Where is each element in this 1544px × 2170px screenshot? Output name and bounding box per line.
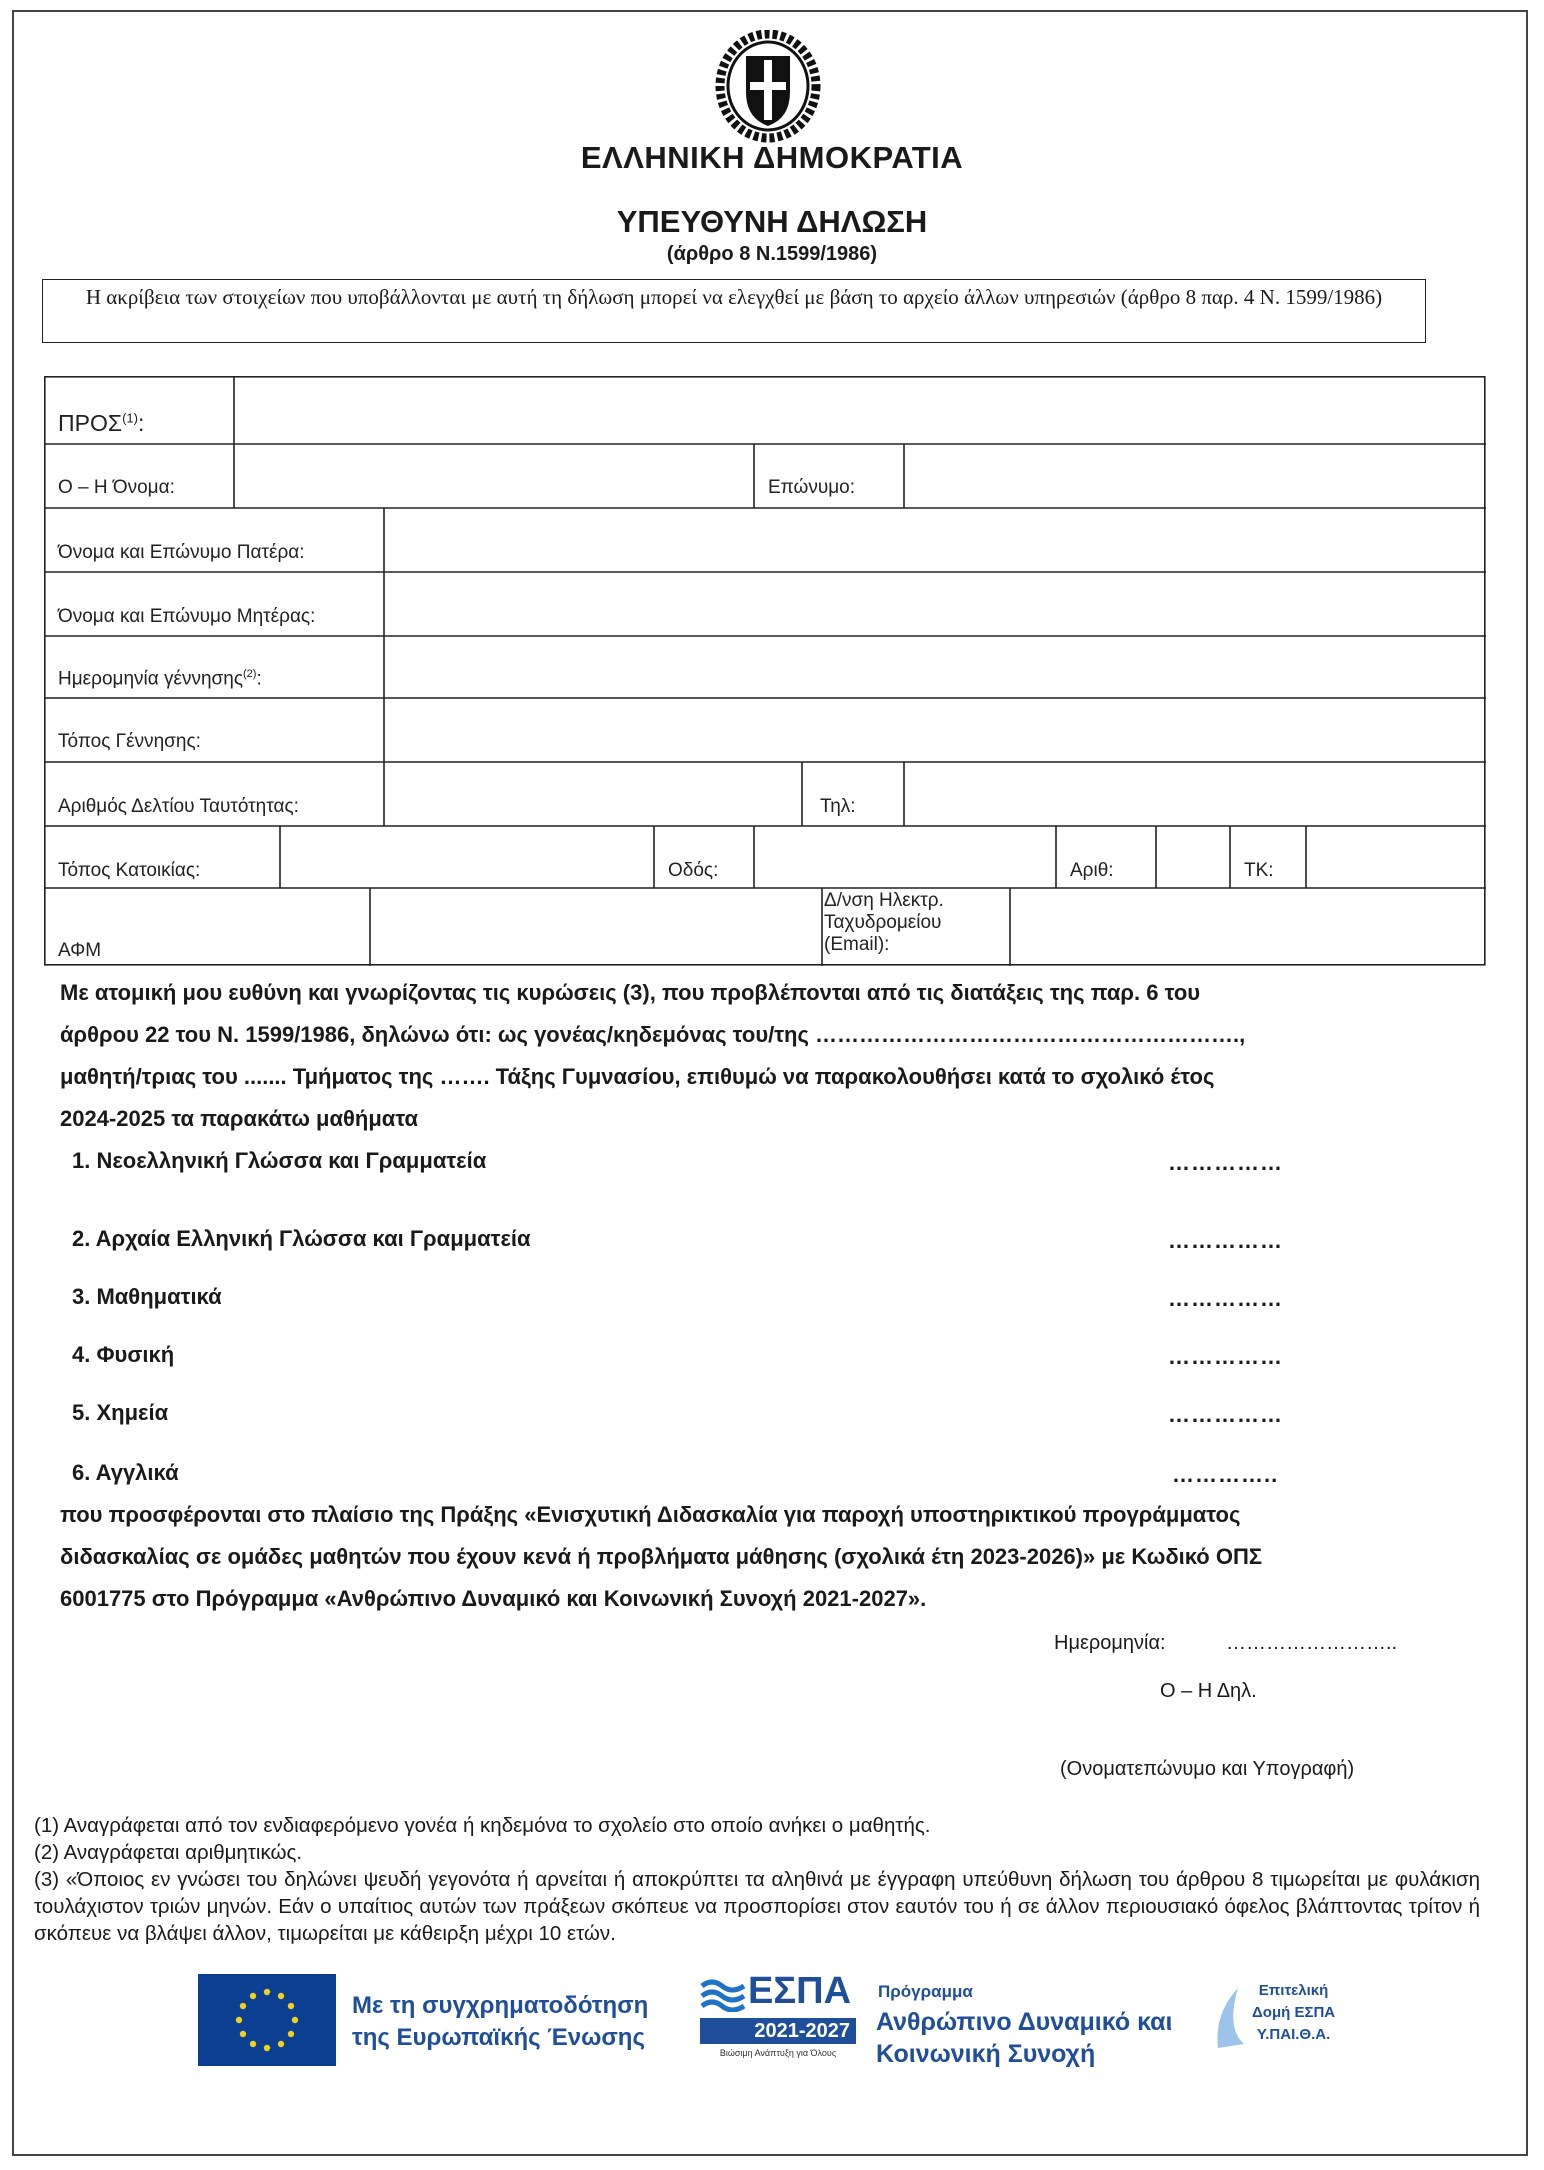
managing-authority-logo bbox=[1208, 1980, 1348, 2060]
phone-label: Τηλ: bbox=[820, 796, 856, 817]
first-name-label: Ο – Η Όνομα: bbox=[58, 477, 175, 498]
document-subtitle: (άρθρο 8 Ν.1599/1986) bbox=[666, 243, 878, 265]
signature-label: (Ονοματεπώνυμο και Υπογραφή) bbox=[1060, 1758, 1355, 1780]
footnote-2: (2) Αναγράφεται αριθμητικώς. bbox=[34, 1841, 303, 1864]
mother-name-label: Όνομα και Επώνυμο Μητέρας: bbox=[58, 606, 316, 627]
afm-label: ΑΦΜ bbox=[58, 940, 102, 961]
date-label: Ημερομηνία: bbox=[1054, 1632, 1166, 1654]
course-item: 5. Χημεία bbox=[72, 1400, 169, 1425]
course-item: 4. Φυσική bbox=[72, 1342, 175, 1367]
birth-date-label: Ημερομηνία γέννησης$^{(2)}$: bbox=[58, 668, 262, 690]
course-item: 1. Νεοελληνική Γλώσσα και Γραμματεία bbox=[72, 1148, 487, 1173]
course-dots: …………… bbox=[1168, 1344, 1283, 1369]
espa-waves-icon bbox=[700, 1976, 746, 2012]
to-label: ΠΡΟΣ$^{(1)}$: bbox=[58, 410, 145, 436]
swoosh-icon bbox=[1208, 1984, 1248, 2054]
eu-stars-icon bbox=[198, 1974, 336, 2066]
program-small-label: Πρόγραμμα bbox=[878, 1982, 973, 2001]
residence-label: Τόπος Κατοικίας: bbox=[58, 860, 201, 881]
espa-logo bbox=[700, 1970, 856, 2068]
document-title: ΥΠΕΥΘΥΝΗ ΔΗΛΩΣΗ bbox=[616, 204, 928, 239]
postcode-label: ΤΚ: bbox=[1244, 860, 1274, 881]
surname-label: Επώνυμο: bbox=[768, 477, 856, 498]
course-item: 2. Αρχαία Ελληνική Γλώσσα και Γραμματεία bbox=[72, 1226, 531, 1251]
course-item: 6. Αγγλικά bbox=[72, 1460, 179, 1485]
id-number-label: Αριθμός Δελτίου Ταυτότητας: bbox=[58, 796, 299, 817]
espa-tagline: Βιώσιμη Ανάπτυξη για Όλους bbox=[719, 2048, 837, 2058]
program-name: Ανθρώπινο Δυναμικό και Κοινωνική Συνοχή bbox=[876, 2008, 1173, 2068]
course-item: 3. Μαθηματικά bbox=[72, 1284, 222, 1309]
father-name-label: Όνομα και Επώνυμο Πατέρα: bbox=[58, 542, 305, 563]
course-dots: …………… bbox=[1168, 1228, 1283, 1253]
course-dots: …………… bbox=[1168, 1286, 1283, 1311]
footnote-3: (3) «Όποιος εν γνώσει του δηλώνει ψευδή γεγονότα ή αρνείται ή αποκρύπτει τα αληθινά με έγγραφη υπεύθυνη δήλωση του άρθρου 8 τιμωρείται με φυλάκιση τουλάχιστον τριών μηνών. Εάν ο υπαίτιος αυτών των πράξεων σκόπευε να προσπορίσει στον εαυτόν του ή σε άλλον περιουσιακό όφελος βλάπτοντας τρίτον ή σκόπευε να βλάψει άλλον, τιμωρείται με κάθειρξη μέχρι 10 ετών. bbox=[34, 1868, 1480, 1945]
eu-flag-logo bbox=[198, 1974, 336, 2066]
managing-authority-text: Επιτελική Δομή ΕΣΠΑ Υ.ΠΑΙ.Θ.Α. bbox=[1252, 1982, 1336, 2043]
espa-years: 2021-2027 bbox=[700, 2018, 856, 2044]
program-paragraph: που προσφέρονται στο πλαίσιο της Πράξης «Ενισχυτική Διδασκαλία για παροχή υποστηρικτικού προγράμματος διδασκαλίας σε ομάδες μαθητών που έχουν κενά ή προβλήματα μάθησης (σχολικά έτη 2023-2026)» με Κωδικό ΟΠΣ 6001775 στο Πρόγραμμα «Ανθρώπινο Δυναμικό και Κοινωνική Συνοχή 2021-2027». bbox=[60, 1502, 1263, 1611]
verification-notice: Η ακρίβεια των στοιχείων που υποβάλλονται με αυτή τη δήλωση μπορεί να ελεγχθεί με βάση το αρχείο άλλων υπηρεσιών (άρθρο 8 παρ. 4 Ν. 1599/1986) bbox=[42, 279, 1426, 343]
declaration-paragraph: Με ατομική μου ευθύνη και γνωρίζοντας τις κυρώσεις (3), που προβλέπονται από τις διατάξεις της παρ. 6 του άρθρου 22 του Ν. 1599/1986, δηλώνω ότι: ως γονέας/κηδεμόνας του/της …………………………………………………., μαθητή/τριας του ....... Τμήματος της ……. Τάξης Γυμνασίου, επιθυμώ να παρακολουθήσει κατά το σχολικό έτος 2024-2025 τα παρακάτω μαθήματα bbox=[60, 980, 1246, 1131]
street-label: Οδός: bbox=[668, 860, 719, 881]
email-label: Δ/νση Ηλεκτρ. Ταχυδρομείου (Email): bbox=[824, 890, 944, 955]
course-dots: ………….. bbox=[1172, 1462, 1279, 1487]
espa-text: ΕΣΠΑ bbox=[748, 1970, 852, 2012]
birth-place-label: Τόπος Γέννησης: bbox=[58, 731, 201, 752]
street-number-label: Αριθ: bbox=[1070, 860, 1114, 881]
date-dots: …………………….. bbox=[1226, 1632, 1398, 1654]
coat-of-arms-emblem bbox=[713, 30, 823, 144]
personal-details-form bbox=[44, 376, 1486, 966]
declarant-label: Ο – Η Δηλ. bbox=[1160, 1680, 1257, 1702]
eu-cofunding-text: Με τη συγχρηματοδότηση της Ευρωπαϊκής Ένωσης bbox=[352, 1992, 649, 2051]
course-dots: …………… bbox=[1168, 1402, 1283, 1427]
course-dots: …………… bbox=[1168, 1150, 1283, 1175]
footnotes bbox=[34, 1812, 1480, 1947]
footnote-1: (1) Αναγράφεται από τον ενδιαφερόμενο γονέα ή κηδεμόνα το σχολείο στο οποίο ανήκει ο μαθητής. bbox=[34, 1814, 931, 1837]
country-heading: ΕΛΛΗΝΙΚΗ ΔΗΜΟΚΡΑΤΙΑ bbox=[580, 140, 964, 175]
